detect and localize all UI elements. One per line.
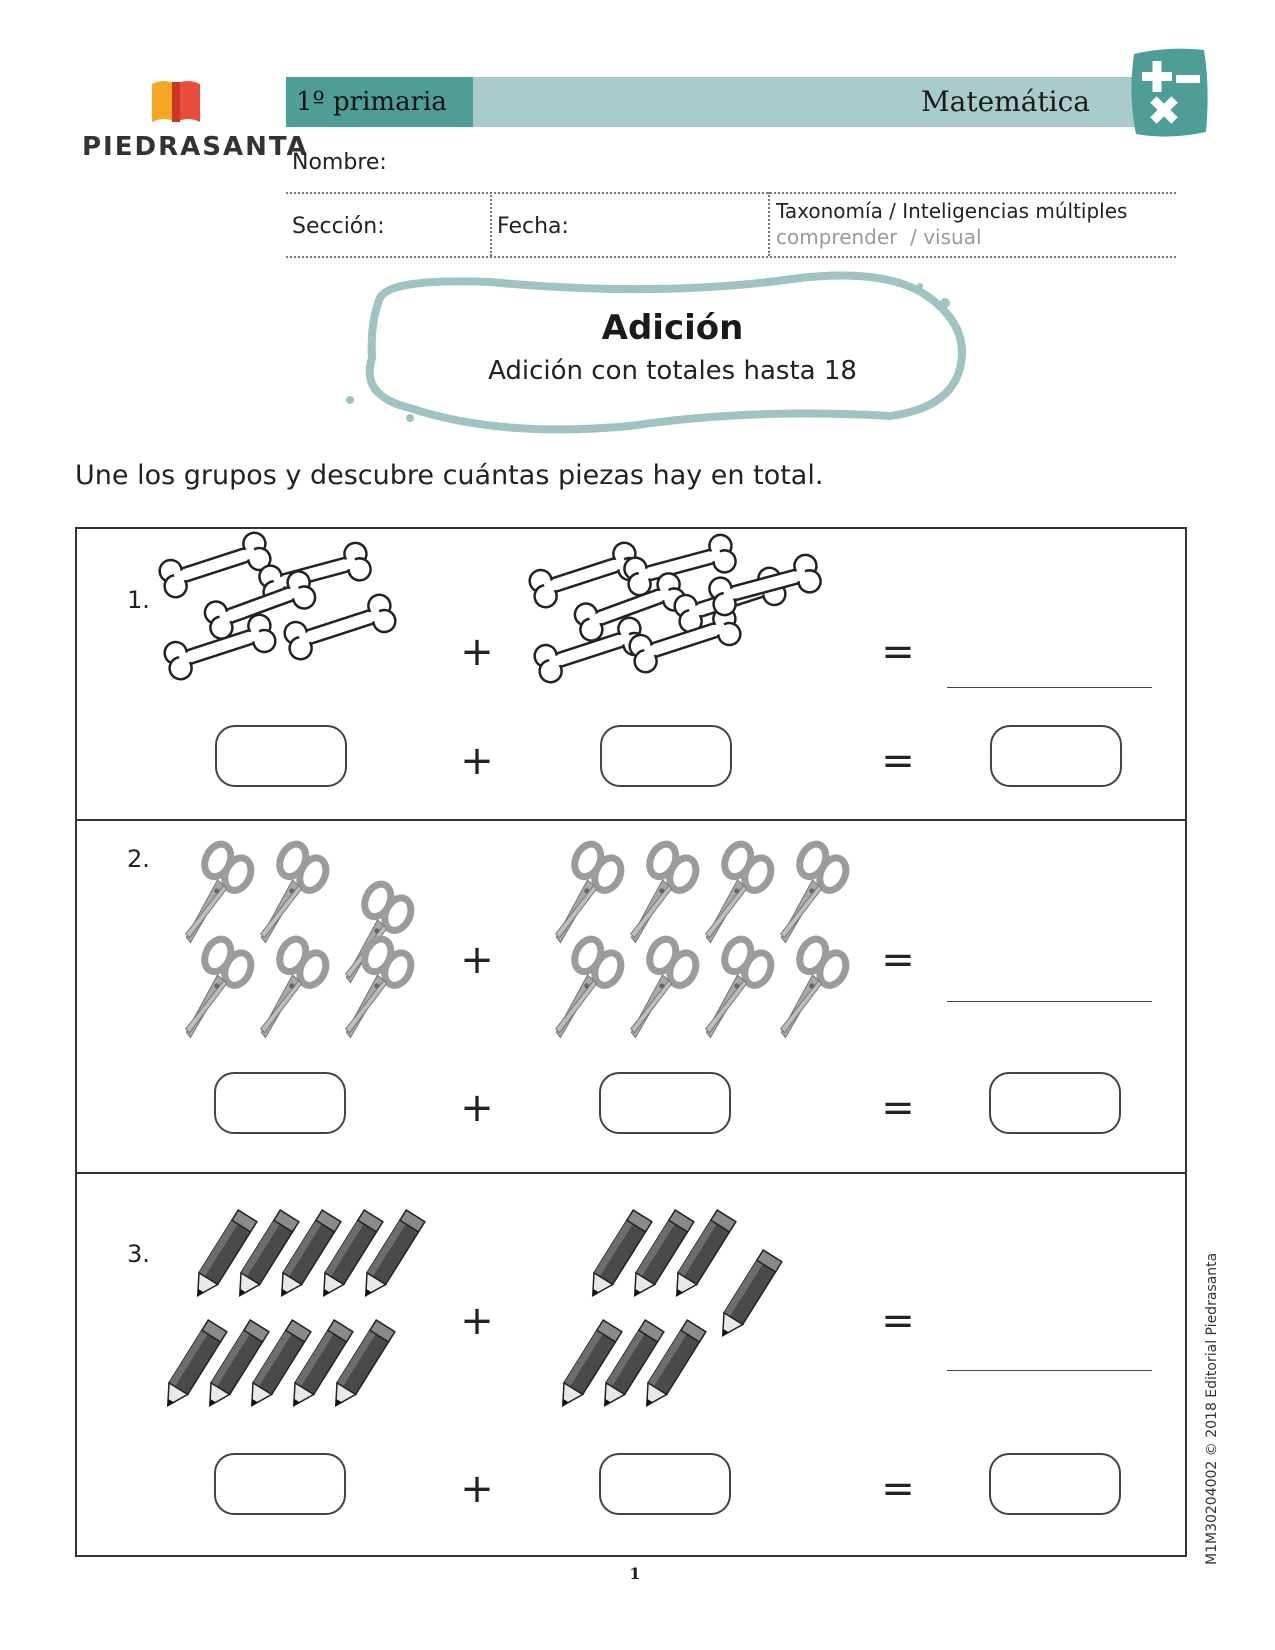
exercise-1-box-left[interactable] bbox=[215, 725, 347, 787]
divider-bottom bbox=[286, 256, 1176, 258]
copyright-code: M1M30204002 © 2018 Editorial Piedrasanta bbox=[1204, 1252, 1220, 1565]
exercise-3-number: 3. bbox=[127, 1240, 150, 1268]
exercise-2-plus: + bbox=[460, 937, 494, 983]
section-label: Sección: bbox=[292, 214, 385, 239]
brand-name: PIEDRASANTA bbox=[82, 132, 309, 162]
scissors-icon bbox=[246, 935, 333, 1049]
scissors-icon bbox=[331, 935, 418, 1049]
scissors-icon bbox=[616, 840, 703, 954]
scissors-icon bbox=[766, 935, 853, 1049]
scissors-icon bbox=[541, 935, 628, 1049]
exercise-3-equals: = bbox=[881, 1298, 915, 1344]
exercise-1-answer-line[interactable] bbox=[947, 687, 1152, 688]
scissors-icon bbox=[766, 840, 853, 954]
divider-v1 bbox=[490, 192, 492, 256]
scissors-icon bbox=[616, 935, 703, 1049]
exercise-2-equals: = bbox=[881, 937, 915, 983]
grade-label: 1º primaria bbox=[286, 77, 473, 127]
exercise-1-plus: + bbox=[460, 629, 494, 675]
exercise-3-plus: + bbox=[460, 1298, 494, 1344]
title-bubble-frame bbox=[330, 268, 980, 438]
exercise-1-box-equals: = bbox=[881, 738, 915, 784]
exercise-3-box-equals: = bbox=[881, 1466, 915, 1512]
taxonomy-value: comprender / visual bbox=[776, 225, 982, 249]
scissors-icon bbox=[691, 935, 778, 1049]
page-number: 1 bbox=[629, 1564, 641, 1583]
row-divider-2 bbox=[75, 1172, 1187, 1174]
exercise-3-left-group bbox=[140, 1200, 430, 1425]
name-label: Nombre: bbox=[292, 150, 387, 175]
exercise-1-equals: = bbox=[881, 629, 915, 675]
scissors-icon bbox=[691, 840, 778, 954]
exercise-2-number: 2. bbox=[127, 845, 150, 873]
instruction-text: Une los grupos y descubre cuántas piezas hay en total. bbox=[75, 460, 824, 491]
row-divider-1 bbox=[75, 819, 1187, 821]
date-label: Fecha: bbox=[497, 214, 569, 239]
divider-v2 bbox=[768, 192, 770, 256]
plus-minus-times-icon bbox=[1128, 46, 1210, 140]
exercise-3-box-plus: + bbox=[460, 1466, 494, 1512]
exercise-3-box-left[interactable] bbox=[214, 1453, 346, 1515]
exercise-2-box-right[interactable] bbox=[599, 1072, 731, 1134]
scissors-icon bbox=[171, 935, 258, 1049]
exercise-3-box-total[interactable] bbox=[989, 1453, 1121, 1515]
divider-top bbox=[286, 192, 1176, 194]
pencil-icon bbox=[713, 1250, 781, 1341]
scissors-icon bbox=[171, 840, 258, 954]
worksheet-title: Adición bbox=[601, 308, 744, 348]
subject-label: Matemática bbox=[920, 85, 1090, 118]
exercise-3-right-group bbox=[545, 1200, 805, 1425]
exercise-2-right-group bbox=[550, 850, 870, 1050]
worksheet-subtitle: Adición con totales hasta 18 bbox=[488, 356, 857, 386]
scissors-icon bbox=[541, 840, 628, 954]
exercise-3-box-right[interactable] bbox=[599, 1453, 731, 1515]
exercise-3-answer-line[interactable] bbox=[947, 1370, 1152, 1371]
scissors-icon bbox=[246, 840, 333, 954]
exercise-2-box-total[interactable] bbox=[989, 1072, 1121, 1134]
exercise-1-box-plus: + bbox=[460, 738, 494, 784]
exercise-1-left-group bbox=[165, 545, 435, 705]
exercise-2-box-plus: + bbox=[460, 1085, 494, 1131]
exercise-1-box-total[interactable] bbox=[990, 725, 1122, 787]
taxonomy-label: Taxonomía / Inteligencias múltiples bbox=[776, 199, 1128, 223]
exercise-1-number: 1. bbox=[127, 586, 150, 614]
exercise-2-left-group bbox=[170, 850, 430, 1050]
piedrasanta-logo-icon bbox=[150, 78, 202, 124]
exercise-2-box-left[interactable] bbox=[214, 1072, 346, 1134]
exercise-1-box-right[interactable] bbox=[600, 725, 732, 787]
exercise-2-answer-line[interactable] bbox=[947, 1001, 1152, 1002]
exercise-1-right-group bbox=[535, 545, 825, 710]
exercise-2-box-equals: = bbox=[881, 1085, 915, 1131]
